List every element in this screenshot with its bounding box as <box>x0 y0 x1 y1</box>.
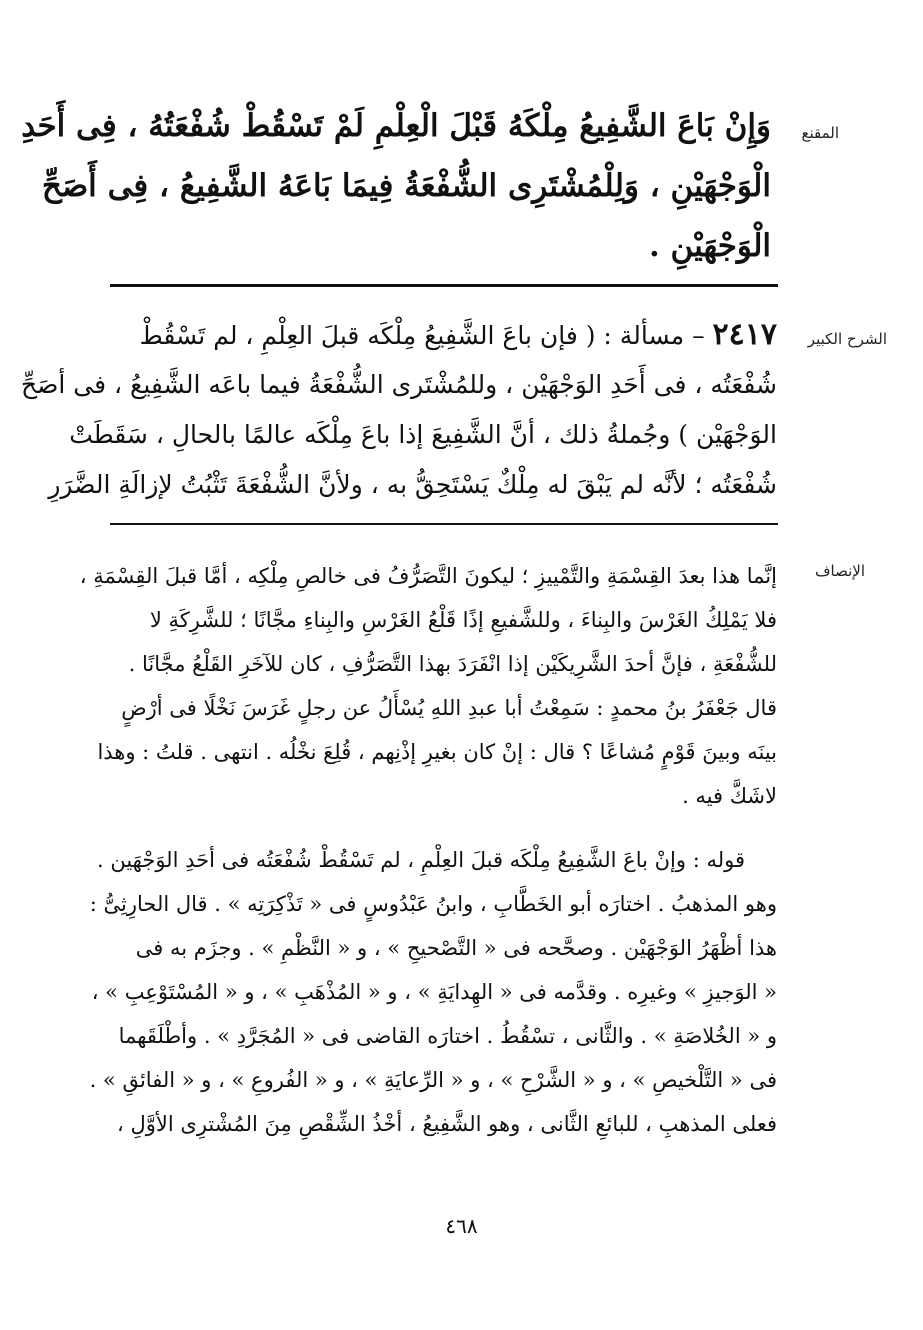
insaf-line: قال جَعْفَرُ بنُ محمدٍ : سَمِعْتُ أبا عبدِ اللهِ يُسْأَلُ عن رجلٍ غَرَسَ نَخْلًا فى أرْضٍ <box>121 696 777 720</box>
label-muqni: المقنع <box>801 124 839 142</box>
label-insaf: الإنصاف <box>814 562 865 580</box>
insaf-line: لاشَكَّ فيه . <box>682 784 777 808</box>
sharh-line: شُفْعَتُه ؛ لأنَّه لم يَبْقَ له مِلْكٌ يَسْتَحِقُّ به ، ولأنَّ الشُّفْعَةَ تَثْبُتُ لإزالَةِ الضَّرَرِ <box>48 470 777 499</box>
qawl-line: فى « التَّلْخيصِ » ، و « الشَّرْحِ » ، و « الرِّعايَةِ » ، و « الفُروعِ » ، و « الفائقِ » . <box>89 1068 777 1092</box>
muqni-line: وَإِنْ بَاعَ الشَّفِيعُ مِلْكَهُ قَبْلَ الْعِلْمِ لَمْ تَسْقُطْ شُفْعَتُهُ ، فِى أَحَدِ <box>21 108 771 144</box>
insaf-line: إنَّما هذا بعدَ القِسْمَةِ والتَّمْييزِ ؛ ليكونَ التَّصَرُّفُ فى خالصِ مِلْكِه ، أمَّا قبلَ القِسْمَةِ ، <box>79 564 777 588</box>
qawl-text <box>89 838 777 1146</box>
muqni-line: الْوَجْهَيْنِ . <box>648 228 771 264</box>
insaf-line: للشُّفْعَةِ ، فإنَّ أحدَ الشَّرِيكَيْن إذا انْفَرَدَ بهذا التَّصَرُّفِ ، كان للآخَرِ القَلْعُ مجَّانًا . <box>128 652 777 676</box>
qawl-line: فعلى المذهبِ ، للبائعِ الثَّانى ، وهو الشَّفِيعُ ، أخْذُ الشِّقْصِ مِنَ المُشْترِى الأوَّلِ ، <box>117 1112 777 1136</box>
insaf-line: بينَه وبينَ قَوْمٍ مُشاعًا ؟ قال : إنْ كان بغيرِ إذْنِهم ، قُلِعَ نخْلُه . انتهى . قلتُ : وهذا <box>97 740 777 764</box>
sharh-line: الوَجْهَيْن ) وجُملةُ ذلك ، أنَّ الشَّفِيعَ إذا باعَ مِلْكَه عالمًا بالحالِ ، سَقَطَتْ <box>69 420 777 449</box>
qawl-line: هذا أظْهَرُ الوَجْهَيْن . وصحَّحه فى « التَّصْحيحِ » ، و « النَّظْمِ » . وجزَم به فى <box>135 936 777 960</box>
qawl-line: قوله : وإنْ باعَ الشَّفِيعُ مِلْكَه قبلَ العِلْمِ ، لم تَسْقُطْ شُفْعَتُه فى أحَدِ الوَجْهَين . <box>96 848 745 872</box>
insaf-text <box>79 554 777 818</box>
qawl-line: وهو المذهبُ . اختارَه أبو الخَطَّابِ ، وابنُ عَبْدُوسٍ فى « تَذْكِرَتِه » . قال الحارِثِىُّ : <box>89 892 777 916</box>
qawl-line: و « الخُلاصَةِ » . والثَّانى ، تسْقُطُ . اختارَه القاضى فى « المُجَرَّدِ » . وأطْلَقَهما <box>118 1024 777 1048</box>
sharh-first-line <box>107 310 777 360</box>
muqni-line: الْوَجْهَيْنِ ، وَلِلْمُشْتَرِى الشُّفْعَةُ فِيمَا بَاعَهُ الشَّفِيعُ ، فِى أَصَحِّ <box>41 168 771 204</box>
sharh-line: – مسألة : ( فإن باعَ الشَّفِيعُ مِلْكَه قبلَ العِلْمِ ، لم تَسْقُطْ <box>139 321 705 350</box>
label-sharh: الشرح الكبير <box>807 330 887 348</box>
page-number: ٤٦٨ <box>445 1214 478 1238</box>
section-divider-thick <box>110 284 778 287</box>
muqni-text <box>21 96 771 276</box>
sharh-line: شُفْعَتُه ، فى أَحَدِ الوَجْهَيْن ، وللمُشْتَرى الشُّفْعَةُ فيما باعَه الشَّفِيعُ ، فى أصَحِّ <box>21 370 777 399</box>
insaf-line: فلا يَمْلِكُ الغَرْسَ والبِناءَ ، وللشَّفيعِ إذًا قَلْعُ الغَرْسِ والبِناءِ مجَّانًا ؛ للشَّرِكَةِ لا <box>149 608 777 632</box>
section-divider-thin <box>110 523 778 525</box>
issue-number: ٢٤١٧ <box>712 317 777 352</box>
sharh-text <box>21 310 777 510</box>
qawl-line: « الوَجيزِ » وغيرِه . وقدَّمه فى « الهِدايَةِ » ، و « المُذْهَبِ » ، و « المُسْتَوْعِبِ » ، <box>91 980 777 1004</box>
